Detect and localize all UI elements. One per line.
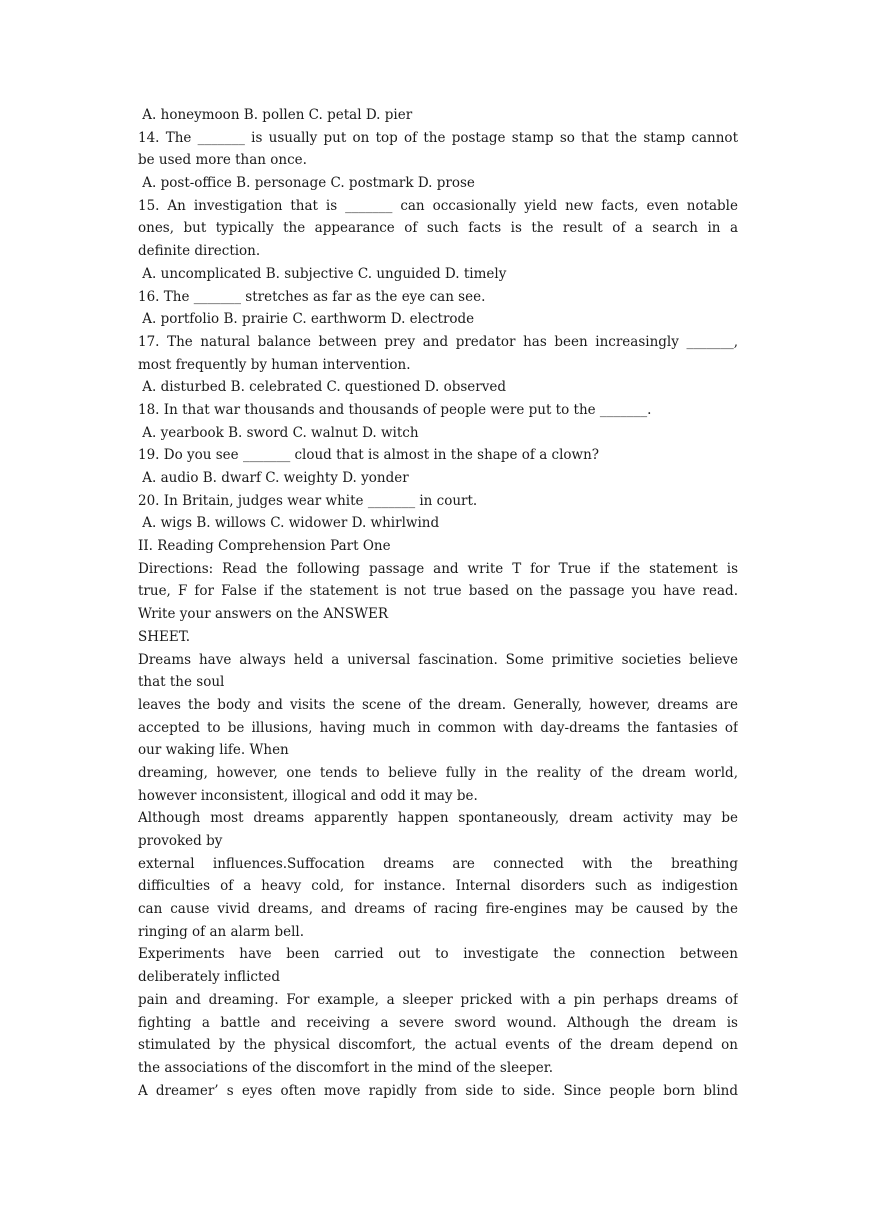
text-line: A dreamer’ s eyes often move rapidly from side to side. Since people born blind (138, 1082, 738, 1099)
document-text (138, 104, 738, 1102)
text-line: 20. In Britain, judges wear white _______ in court. (138, 492, 478, 509)
text-line: A. wigs B. willows C. widower D. whirlwind (138, 515, 440, 532)
text-line: Directions: Read the following passage and write T for True if the statement is (138, 560, 738, 577)
text-line: leaves the body and visits the scene of the dream. Generally, however, dreams are (138, 696, 738, 713)
text-line: A. uncomplicated B. subjective C. unguided D. timely (138, 265, 507, 282)
text-line: II. Reading Comprehension Part One (138, 538, 391, 555)
text-line: pain and dreaming. For example, a sleeper pricked with a pin perhaps dreams of (138, 991, 738, 1008)
text-line: 18. In that war thousands and thousands of people were put to the _______. (138, 401, 652, 418)
text-line: be used more than once. (138, 152, 307, 169)
text-line: 15. An investigation that is _______ can occasionally yield new facts, even notable (138, 197, 738, 214)
text-line: A. disturbed B. celebrated C. questioned D. observed (138, 379, 506, 396)
text-line: Although most dreams apparently happen spontaneously, dream activity may be (138, 810, 738, 827)
text-line: A. portfolio B. prairie C. earthworm D. electrode (138, 311, 475, 328)
text-line: Write your answers on the ANSWER (138, 606, 389, 623)
text-line: Experiments have been carried out to investigate the connection between (138, 946, 738, 963)
text-line: A. honeymoon B. pollen C. petal D. pier (138, 107, 413, 123)
text-line: dreaming, however, one tends to believe fully in the reality of the dream world, (138, 764, 738, 781)
text-line: A. yearbook B. sword C. walnut D. witch (138, 424, 419, 441)
text-line: A. post-office B. personage C. postmark D. prose (138, 175, 475, 192)
text-line: 19. Do you see _______ cloud that is almost in the shape of a clown? (138, 447, 600, 464)
text-line: stimulated by the physical discomfort, the actual events of the dream depend on (138, 1037, 738, 1054)
document-page (138, 104, 738, 1102)
text-line: A. audio B. dwarf C. weighty D. yonder (138, 470, 409, 486)
text-line: fighting a battle and receiving a severe sword wound. Although the dream is (138, 1014, 738, 1031)
text-line: 14. The _______ is usually put on top of the postage stamp so that the stamp cannot (138, 129, 738, 146)
text-line: true, F for False if the statement is not true based on the passage you have read. (138, 583, 738, 600)
text-line: accepted to be illusions, having much in common with day-dreams the fantasies of (138, 719, 738, 736)
text-line: most frequently by human intervention. (138, 356, 411, 373)
text-line: provoked by (138, 833, 223, 849)
text-line: that the soul (138, 674, 225, 691)
text-line: deliberately inflicted (138, 969, 281, 986)
text-line: Dreams have always held a universal fascination. Some primitive societies believe (138, 651, 738, 668)
text-line: 17. The natural balance between prey and predator has been increasingly _______, (138, 333, 738, 350)
text-line: SHEET. (138, 628, 191, 645)
text-line: our waking life. When (138, 742, 289, 759)
text-line: 16. The _______ stretches as far as the eye can see. (138, 288, 486, 305)
text-line: difficulties of a heavy cold, for instance. Internal disorders such as indigestion (138, 878, 738, 895)
text-line: however inconsistent, illogical and odd it may be. (138, 787, 478, 804)
text-line: ones, but typically the appearance of such facts is the result of a search in a (138, 220, 738, 237)
text-line: definite direction. (138, 243, 261, 260)
text-line: can cause vivid dreams, and dreams of racing fire-engines may be caused by the (138, 901, 738, 918)
text-line: ringing of an alarm bell. (138, 923, 305, 940)
text-line: the associations of the discomfort in the mind of the sleeper. (138, 1059, 554, 1076)
text-line: external influences.Suffocation dreams are connected with the breathing (138, 855, 738, 872)
